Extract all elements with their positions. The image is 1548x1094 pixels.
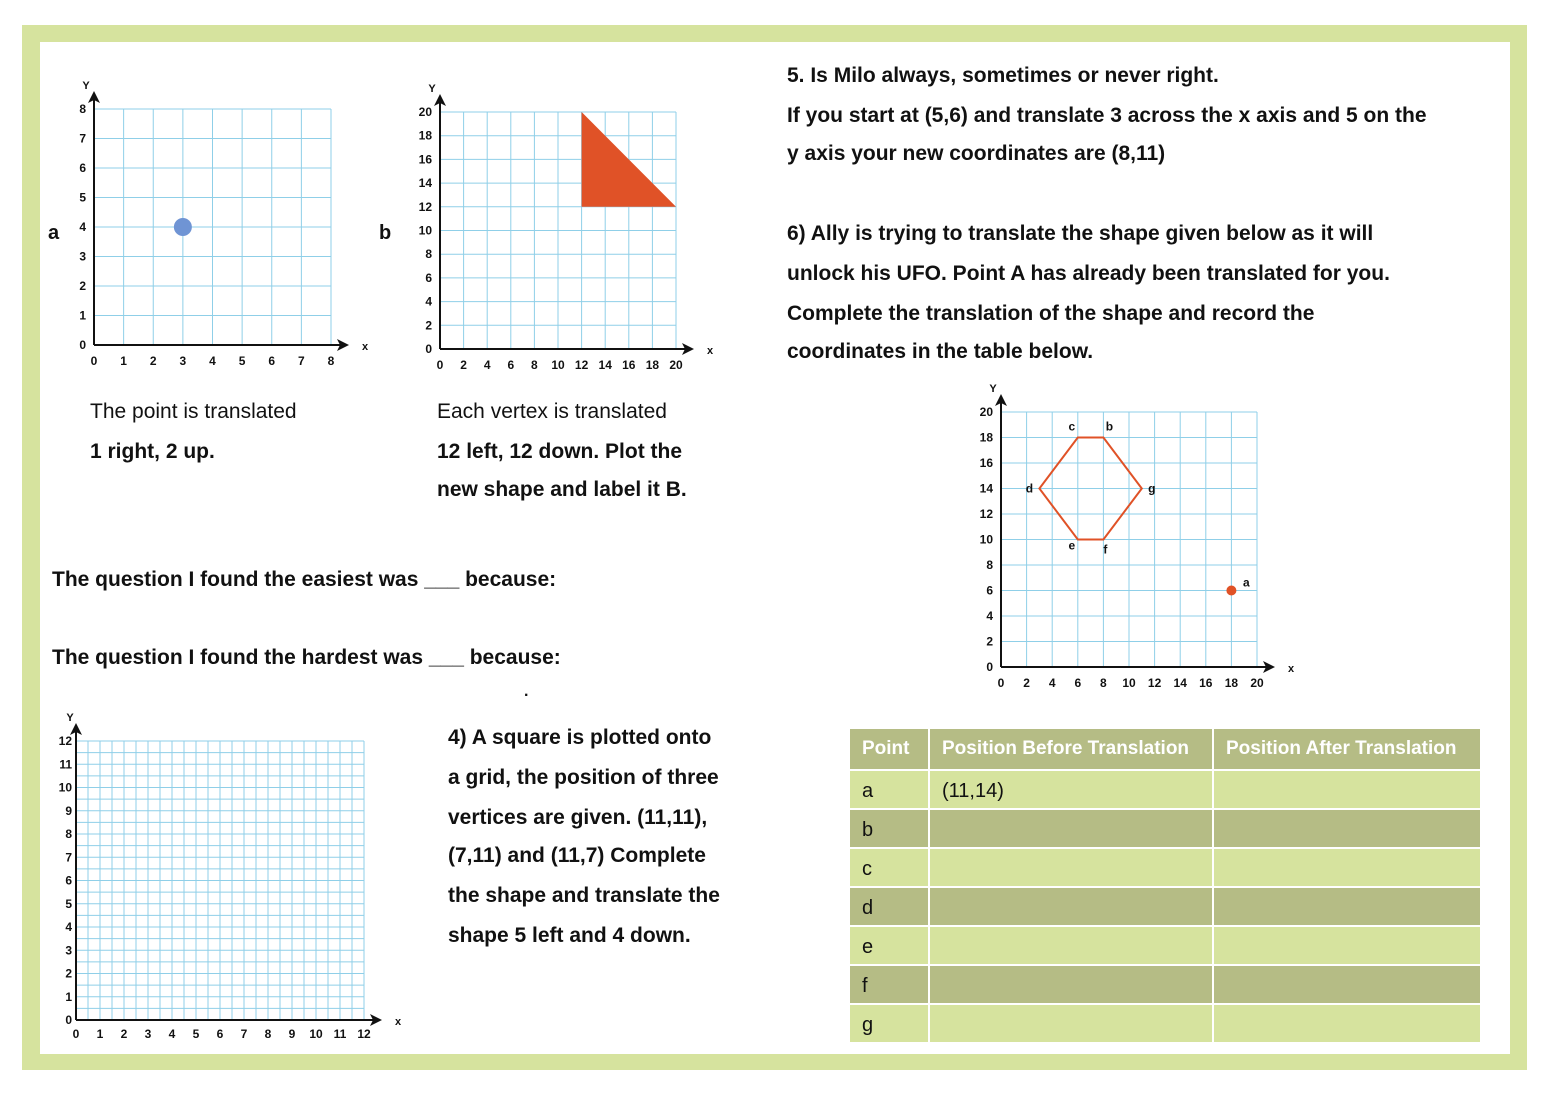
x-tick-label: 3 <box>144 1027 152 1041</box>
y-tick-label: 8 <box>986 558 993 572</box>
table-row <box>849 1004 1481 1043</box>
x-tick-label: 0 <box>72 1027 80 1041</box>
x-tick-label: 12 <box>357 1027 371 1041</box>
y-tick-label: 6 <box>986 583 993 598</box>
graph-a-label: a <box>48 222 60 244</box>
x-tick-label: 5 <box>192 1027 200 1041</box>
y-tick-label: 11 <box>59 757 72 772</box>
y-tick-label: 7 <box>65 850 72 865</box>
vertex-label: f <box>1103 542 1108 557</box>
y-tick-label: 4 <box>425 294 432 309</box>
x-tick-label: 8 <box>327 354 335 368</box>
y-tick-label: 0 <box>425 342 432 356</box>
y-tick-label: 2 <box>425 318 432 333</box>
table-row <box>849 965 1481 1004</box>
y-tick-label: 5 <box>65 896 72 911</box>
x-tick-label: 18 <box>645 358 660 372</box>
cell-after[interactable] <box>1213 809 1481 848</box>
y-tick-label: 4 <box>65 920 72 934</box>
q6-line-3: Complete the translation of the shape and record the <box>787 302 1315 325</box>
table-row <box>849 809 1481 848</box>
x-tick-label: 5 <box>238 354 246 368</box>
x-tick-label: 10 <box>309 1027 323 1041</box>
y-tick-label: 18 <box>979 430 993 445</box>
reflection-easiest: The question I found the easiest was ___ because: <box>52 568 557 591</box>
x-tick-label: 6 <box>216 1027 224 1041</box>
graph-b <box>400 75 720 375</box>
x-tick-label: 12 <box>574 358 589 372</box>
graph-hexagon <box>960 380 1295 700</box>
y-tick-label: 1 <box>79 308 86 323</box>
cell-before[interactable] <box>929 809 1213 848</box>
y-tick-label: 10 <box>418 223 432 238</box>
q4-line-1: 4) A square is plotted onto <box>448 726 712 749</box>
vertex-label: e <box>1068 538 1076 553</box>
y-tick-label: 1 <box>65 989 72 1004</box>
y-tick-label: 12 <box>979 507 993 521</box>
x-tick-label: 4 <box>483 358 491 372</box>
y-tick-label: 10 <box>58 780 72 795</box>
x-tick-label: 8 <box>1100 676 1107 690</box>
y-tick-label: 9 <box>65 803 72 818</box>
vertex-label: b <box>1105 419 1114 434</box>
point-a-label: a <box>1243 575 1250 590</box>
x-tick-label: 2 <box>460 358 467 372</box>
y-tick-label: 8 <box>79 102 86 116</box>
cell-point: a <box>849 770 929 809</box>
y-tick-label: 16 <box>979 456 993 470</box>
x-tick-label: 0 <box>436 358 444 372</box>
cell-after[interactable] <box>1213 770 1481 809</box>
cell-before[interactable] <box>929 926 1213 965</box>
x-tick-label: 0 <box>90 354 98 368</box>
cell-before[interactable] <box>929 887 1213 926</box>
y-tick-label: 2 <box>79 279 86 293</box>
header-after: Position After Translation <box>1213 728 1481 770</box>
q4-line-4: (7,11) and (11,7) Complete <box>448 844 706 867</box>
y-tick-label: 12 <box>58 734 72 748</box>
x-tick-label: 14 <box>598 358 612 372</box>
x-tick-label: 4 <box>168 1027 176 1041</box>
y-tick-label: 14 <box>979 481 993 496</box>
grid-lines <box>440 112 676 349</box>
x-tick-label: 8 <box>531 358 538 372</box>
x-tick-label: 0 <box>997 676 1005 690</box>
q5-line-1: 5. Is Milo always, sometimes or never right. <box>787 64 1219 87</box>
y-tick-label: 2 <box>986 634 993 649</box>
cell-point: g <box>849 1004 929 1043</box>
q5-line-3: y axis your new coordinates are (8,11) <box>787 142 1166 165</box>
y-tick-label: 0 <box>986 660 993 674</box>
graph-a <box>60 80 369 380</box>
graph-b-caption-3: new shape and label it B. <box>437 478 687 501</box>
reflection-hardest: The question I found the hardest was ___ because: <box>52 646 561 669</box>
q6-line-4: coordinates in the table below. <box>787 340 1094 363</box>
x-tick-label: 2 <box>149 354 157 368</box>
y-tick-label: 6 <box>79 161 86 175</box>
y-tick-label: 0 <box>65 1013 72 1027</box>
y-tick-label: 8 <box>425 247 432 262</box>
cell-point: d <box>849 887 929 926</box>
y-tick-label: 4 <box>79 220 86 234</box>
graph-blank <box>50 712 402 1045</box>
cell-before[interactable] <box>929 1004 1213 1043</box>
x-tick-label: 2 <box>1023 676 1030 690</box>
graph-a-caption-1: The point is translated <box>90 400 297 423</box>
cell-point: c <box>849 848 929 887</box>
y-tick-label: 10 <box>979 532 993 547</box>
grid-lines <box>1001 412 1257 667</box>
y-tick-label: 20 <box>418 105 432 119</box>
point-a-marker <box>1226 586 1236 596</box>
graph-b-label: b <box>379 222 392 244</box>
y-tick-label: 6 <box>425 270 432 285</box>
x-tick-label: 1 <box>96 1027 104 1041</box>
graph-b-caption-2: 12 left, 12 down. Plot the <box>437 440 683 463</box>
q4-line-6: shape 5 left and 4 down. <box>448 924 691 947</box>
x-tick-label: 12 <box>1147 676 1162 690</box>
y-axis-name: Y <box>428 83 436 95</box>
x-tick-label: 18 <box>1224 676 1239 690</box>
point-marker <box>174 218 192 236</box>
x-axis-name: x <box>394 1016 402 1028</box>
table-row <box>849 926 1481 965</box>
x-tick-label: 10 <box>551 358 565 372</box>
q6-line-2: unlock his UFO. Point A has already been translated for you. <box>787 262 1390 285</box>
x-tick-label: 7 <box>240 1027 248 1041</box>
x-tick-label: 2 <box>120 1027 128 1041</box>
stray-dot: . <box>524 683 529 700</box>
table-header-row <box>849 728 1481 770</box>
q5-line-2: If you start at (5,6) and translate 3 across the x axis and 5 on the <box>787 104 1427 127</box>
x-tick-label: 7 <box>298 354 305 368</box>
table-row <box>849 848 1481 887</box>
x-tick-label: 16 <box>1199 676 1213 690</box>
x-tick-label: 4 <box>209 354 216 368</box>
x-tick-label: 11 <box>333 1027 347 1041</box>
cell-after[interactable] <box>1213 965 1481 1004</box>
q4-line-5: the shape and translate the <box>448 884 720 907</box>
y-tick-label: 20 <box>979 405 993 419</box>
q4-line-3: vertices are given. (11,11), <box>448 806 708 829</box>
translation-table <box>848 727 1482 1044</box>
y-tick-label: 14 <box>418 176 432 191</box>
x-tick-label: 16 <box>622 358 636 372</box>
y-tick-label: 3 <box>79 249 86 264</box>
vertex-label: g <box>1148 481 1156 496</box>
y-tick-label: 5 <box>79 190 86 205</box>
cell-before[interactable]: (11,14) <box>929 770 1213 809</box>
x-axis-name: x <box>706 345 714 357</box>
header-point: Point <box>849 728 929 770</box>
y-tick-label: 7 <box>79 131 86 146</box>
cell-before[interactable] <box>929 848 1213 887</box>
x-tick-label: 8 <box>264 1027 272 1041</box>
x-tick-label: 14 <box>1173 676 1187 690</box>
y-tick-label: 6 <box>65 873 72 888</box>
cell-after[interactable] <box>1213 926 1481 965</box>
grid-lines <box>94 109 331 345</box>
y-tick-label: 0 <box>79 338 86 352</box>
x-tick-label: 9 <box>288 1027 296 1041</box>
x-tick-label: 20 <box>669 358 683 372</box>
y-tick-label: 16 <box>418 152 432 167</box>
vertex-label: d <box>1025 481 1034 496</box>
x-tick-label: 6 <box>507 358 515 372</box>
y-axis-name: Y <box>82 80 90 92</box>
x-tick-label: 1 <box>120 354 127 368</box>
y-tick-label: 2 <box>65 966 72 981</box>
cell-after[interactable] <box>1213 848 1481 887</box>
y-axis-name: Y <box>989 383 997 395</box>
y-tick-label: 3 <box>65 943 72 958</box>
table-row <box>849 887 1481 926</box>
table-row <box>849 770 1481 809</box>
q6-line-1: 6) Ally is trying to translate the shape given below as it will <box>787 222 1374 245</box>
cell-point: e <box>849 926 929 965</box>
graph-b-caption-1: Each vertex is translated <box>437 400 667 423</box>
y-tick-label: 18 <box>418 128 432 143</box>
y-axis-name: Y <box>66 712 74 724</box>
y-tick-label: 4 <box>986 609 993 623</box>
y-tick-label: 12 <box>418 199 432 214</box>
x-axis-name: x <box>1287 663 1295 675</box>
x-tick-label: 6 <box>268 354 276 368</box>
graph-a-caption-2: 1 right, 2 up. <box>90 440 215 463</box>
grid-lines <box>76 741 364 1020</box>
cell-after[interactable] <box>1213 1004 1481 1043</box>
q4-line-2: a grid, the position of three <box>448 766 719 789</box>
cell-after[interactable] <box>1213 887 1481 926</box>
cell-before[interactable] <box>929 965 1213 1004</box>
cell-point: b <box>849 809 929 848</box>
cell-point: f <box>849 965 929 1004</box>
x-axis-name: x <box>361 341 369 353</box>
x-tick-label: 4 <box>1048 676 1056 690</box>
vertex-label: c <box>1068 419 1076 434</box>
y-tick-label: 8 <box>65 827 72 841</box>
x-tick-label: 10 <box>1122 676 1136 690</box>
header-before: Position Before Translation <box>929 728 1213 770</box>
x-tick-label: 6 <box>1074 676 1082 690</box>
x-tick-label: 3 <box>179 354 187 368</box>
x-tick-label: 20 <box>1250 676 1264 690</box>
